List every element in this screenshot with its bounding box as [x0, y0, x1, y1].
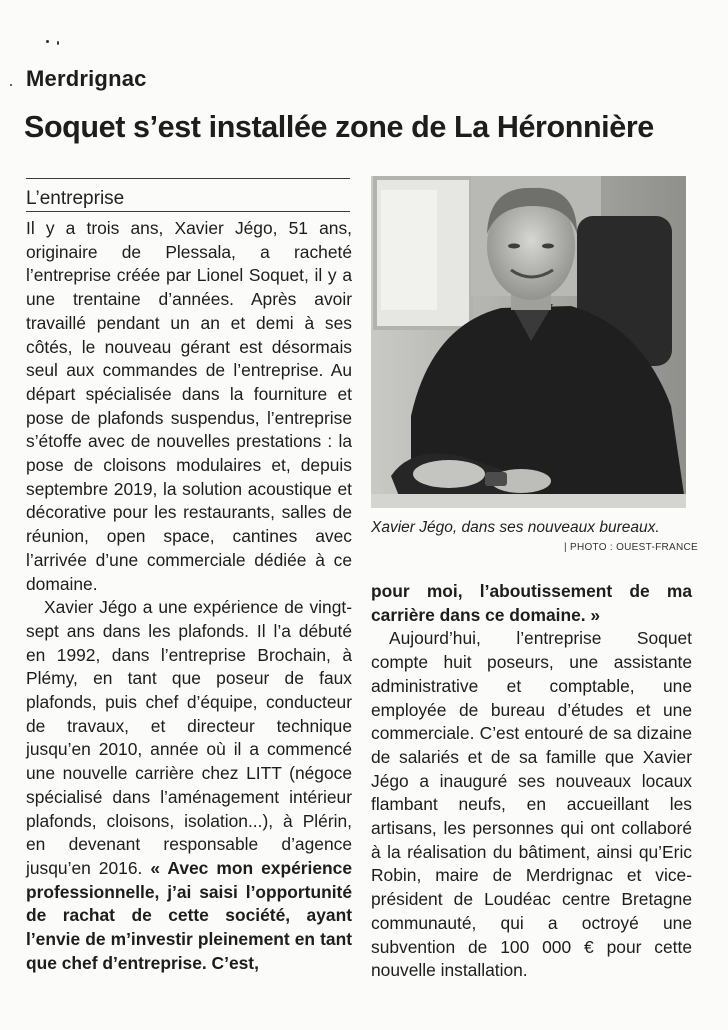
quote-part-2: pour moi, l’aboutissement de ma carrière dans ce domaine. »	[371, 581, 692, 625]
article-column-left	[26, 217, 352, 976]
portrait-photo	[371, 176, 686, 508]
photo-caption: Xavier Jégo, dans ses nouveaux bureaux.	[371, 519, 660, 536]
paragraph-2-text: Xavier Jégo a une expérience de vingt-sept ans dans les plafonds. Il l’a débuté en 1992, dans l’entreprise Brochain, à Plémy, en tant que poseur de faux plafonds, puis chef d’équipe, conducteur de travaux, et directeur technique jusqu’en 2010, année où il a commencé une nouvelle carrière chez LITT (négoce spécialisé dans l’aménagement intérieur plafonds, cloisons, isolation...), à Plérin, en devenant responsable d’agence jusqu’en 2016.	[26, 597, 352, 878]
scan-speck	[10, 84, 12, 86]
scan-speck	[57, 41, 59, 45]
article-paragraph-2	[26, 596, 352, 975]
quote-part-1: « Avec mon expérience professionnelle, j’ai saisi l’opportunité de rachat de cette société, ayant l’envie de m’investir pleinement en tant que chef d’entreprise. C’est,	[26, 857, 352, 973]
article-headline: Soquet s’est installée zone de La Héronnière	[24, 110, 654, 144]
section-rule-top	[26, 178, 350, 179]
photo-credit: | PHOTO : OUEST-FRANCE	[564, 542, 699, 553]
section-kicker: L’entreprise	[26, 188, 125, 209]
portrait-image	[371, 176, 686, 508]
scan-speck	[46, 40, 49, 43]
article-paragraph-3: Aujourd’hui, l’entreprise Soquet compte huit poseurs, une assistante administrative et comptable, une employée de bureau d’études et une commerciale. C’est entouré de sa dizaine de salariés et de sa famille que Xavier Jégo a inauguré ses nouveaux locaux flambant neufs, en accueillant les artisans, les personnes qui ont collaboré à la réalisation du bâtiment, ainsi qu’Eric Robin, maire de Merdrignac et vice-président de Loudéac centre Bretagne communauté, qui a octroyé une subvention de 100 000 € pour cette nouvelle installation.	[371, 628, 692, 981]
location-heading: Merdrignac	[26, 66, 147, 91]
section-rule-bottom	[26, 211, 350, 212]
article-paragraph-1: Il y a trois ans, Xavier Jégo, 51 ans, originaire de Plessala, a racheté l’entreprise créée par Lionel Soquet, il y a une trentaine d’années. Après avoir travaillé pendant un an et demi à ses côtés, le nouveau gérant est désormais seul aux commandes de l’entreprise. Au départ spécialisée dans la fourniture et pose de plafonds suspendus, l’entreprise s’étoffe avec de nouvelles prestations : la pose de cloisons modulaires et, depuis septembre 2019, la solution acoustique et décorative pour les restaurants, salles de réunion, open space, cantines avec l’arrivée d’une commerciale dédiée à ce domaine.	[26, 218, 352, 594]
article-column-right	[371, 580, 692, 983]
article-paragraph-2-continued	[371, 580, 692, 627]
